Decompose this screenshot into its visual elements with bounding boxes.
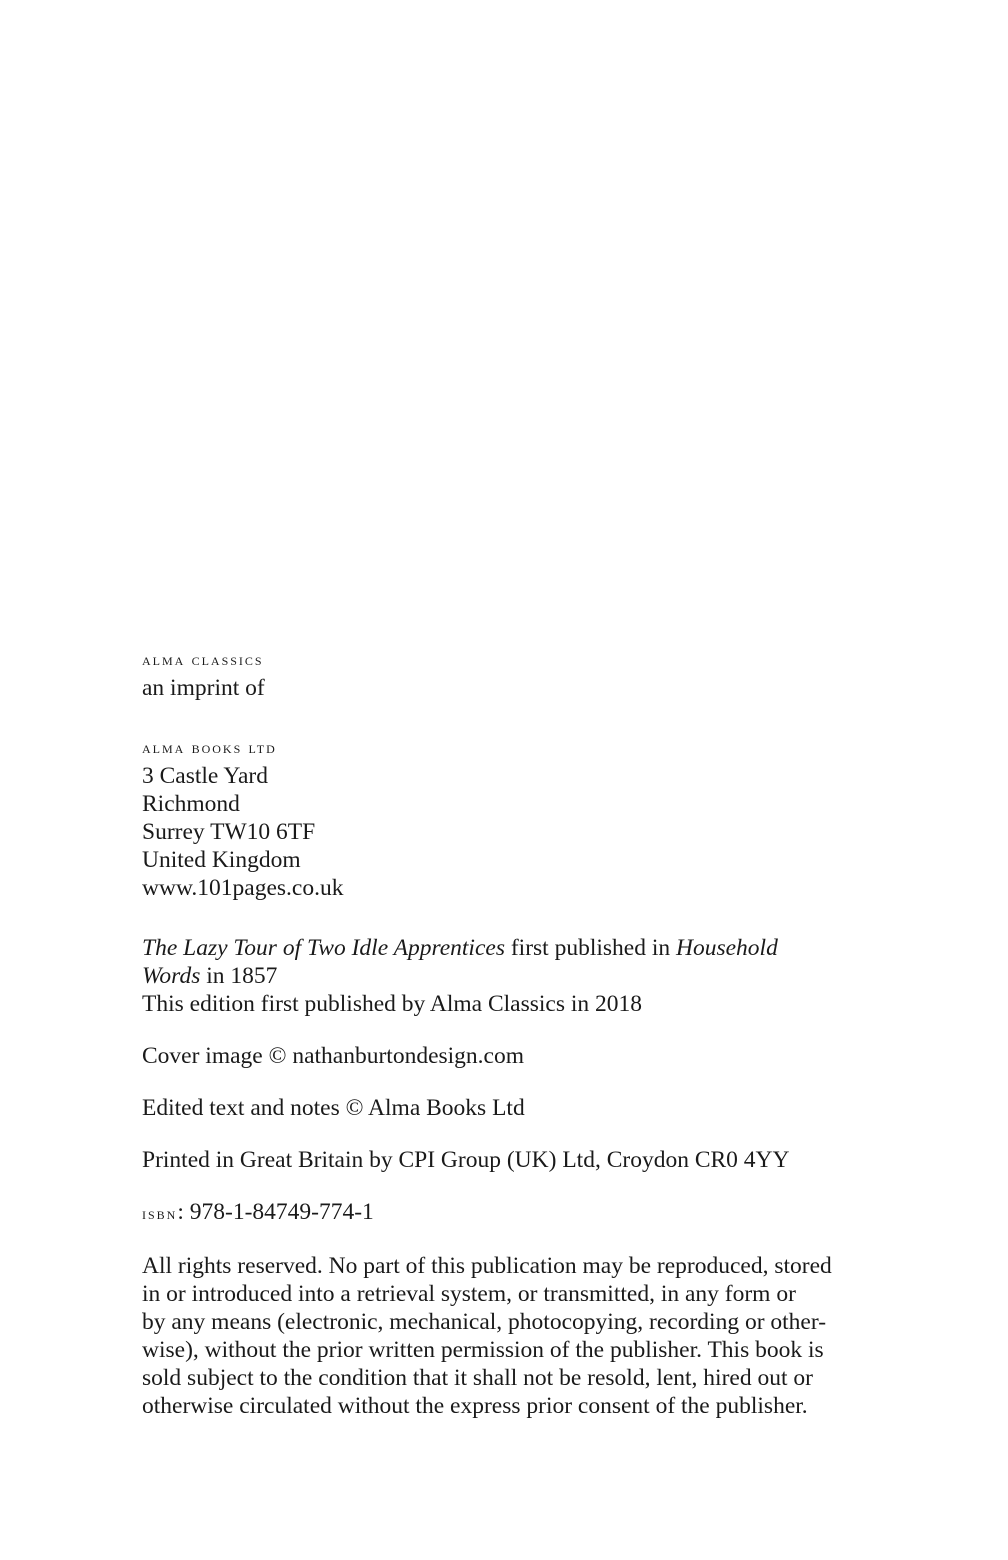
printer-credit xyxy=(142,1146,872,1174)
rights-line-3: by any means (electronic, mechanical, photocopying, recording or other- xyxy=(142,1309,827,1335)
address-line-3: Surrey TW10 6TF xyxy=(142,819,316,845)
isbn-line xyxy=(142,1198,872,1228)
cover-credit-text: Cover image © nathanburtondesign.com xyxy=(142,1043,525,1069)
isbn-value: : 978-1-84749-774-1 xyxy=(177,1199,374,1225)
copyright-page xyxy=(142,646,872,1420)
publication-block xyxy=(142,934,872,1018)
edited-credit-text: Edited text and notes © Alma Books Ltd xyxy=(142,1095,525,1121)
edition-line: This edition first published by Alma Classics in 2018 xyxy=(142,991,643,1017)
imprint-tagline: an imprint of xyxy=(142,675,265,701)
address-line-2: Richmond xyxy=(142,791,240,817)
first-pub-text: first published in xyxy=(504,935,676,961)
book-title: The Lazy Tour of Two Idle Apprentices xyxy=(142,935,505,961)
imprint-name: alma classics xyxy=(142,650,264,669)
rights-line-2: in or introduced into a retrieval system, or transmitted, in any form or xyxy=(142,1281,796,1307)
publisher-name: alma books ltd xyxy=(142,738,277,757)
publisher-website: www.101pages.co.uk xyxy=(142,875,344,901)
isbn-label: isbn xyxy=(142,1204,178,1223)
first-pub-year: in 1857 xyxy=(200,963,278,989)
rights-statement xyxy=(142,1252,872,1420)
rights-line-1: All rights reserved. No part of this publication may be reproduced, stored xyxy=(142,1253,832,1279)
first-publication-line xyxy=(142,934,872,962)
periodical-title-part2: Words xyxy=(142,963,201,989)
isbn-block xyxy=(142,1198,872,1228)
edited-credit xyxy=(142,1094,872,1122)
publisher-block xyxy=(142,734,872,902)
rights-line-4: wise), without the prior written permission of the publisher. This book is xyxy=(142,1337,824,1363)
printer-credit-text: Printed in Great Britain by CPI Group (UK) Ltd, Croydon CR0 4YY xyxy=(142,1147,790,1173)
imprint-block xyxy=(142,646,872,702)
rights-line-6: otherwise circulated without the express prior consent of the publisher. xyxy=(142,1393,808,1419)
address-line-4: United Kingdom xyxy=(142,847,301,873)
rights-line-5: sold subject to the condition that it shall not be resold, lent, hired out or xyxy=(142,1365,813,1391)
periodical-title-part1: Household xyxy=(676,935,778,961)
cover-credit xyxy=(142,1042,872,1070)
first-publication-line-2 xyxy=(142,962,872,990)
address-line-1: 3 Castle Yard xyxy=(142,763,268,789)
